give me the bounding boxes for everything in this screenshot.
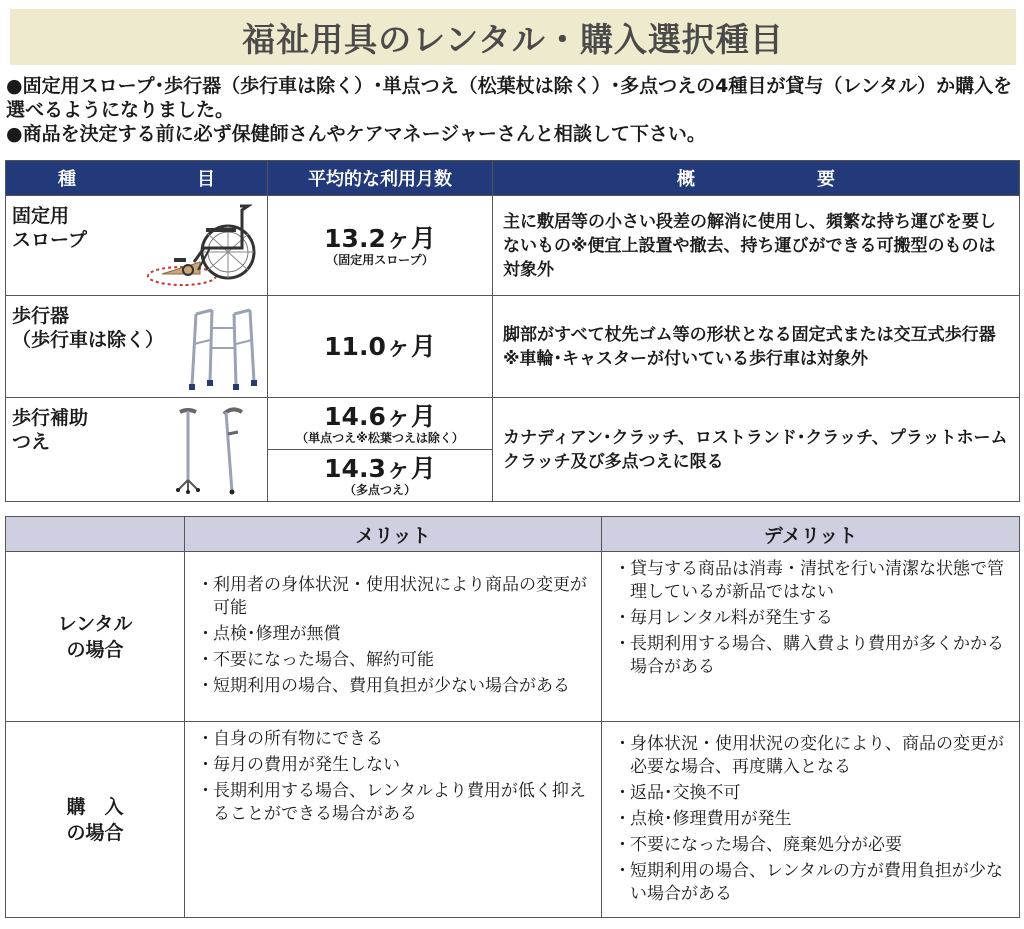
list-item: ・ 毎月レンタル料が発生する (614, 608, 833, 628)
item-row-ramp (6, 196, 1020, 296)
months-note: （単点つえ※松葉つえは除く） (296, 430, 464, 445)
item-name-cell (6, 196, 268, 296)
list-item: ・ 長期利用する場合、レンタルより費用が低く抑えることができる場合がある (197, 781, 586, 824)
list-item: ・ 短期利用の場合、費用負担が少ない場合がある (197, 676, 570, 696)
wheelchair-with-ramp-image (144, 200, 264, 292)
demerit-cell (602, 552, 1020, 722)
rental-row (6, 552, 1020, 722)
list-item: ・ 毎月の費用が発生しない (197, 755, 400, 775)
item-name-line: 固定用 (12, 205, 70, 227)
item-name-line: つえ (12, 431, 51, 453)
list-item: ・ 返品･交換不可 (614, 782, 741, 803)
list-item: ・ 長期利用する場合、購入費より費用が多くかかる場合がある (614, 634, 1004, 677)
compare-table (5, 516, 1020, 918)
months-value: 14.3ヶ月 (324, 453, 436, 483)
compare-header-row (6, 517, 1020, 552)
header-demerit: デメリット (602, 517, 1020, 552)
item-name-cell (6, 296, 268, 398)
list-item: ・ 点検･修理が無償 (197, 624, 341, 644)
items-header-row (6, 161, 1020, 196)
list-item: ・ 自身の所有物にできる (197, 729, 383, 749)
header-merit: メリット (185, 517, 602, 552)
note-text: ●商品を決定する前に必ず保健師さんやケアマネージャーさんと相談して下さい。 (6, 123, 706, 145)
compare-header-blank (6, 517, 185, 552)
months-value: 13.2ヶ月 (324, 223, 436, 253)
case-label: 購 入 の場合 (6, 722, 185, 918)
items-table (5, 160, 1020, 502)
walker-image (182, 304, 262, 394)
list-item: ・ 短期利用の場合、レンタルの方が費用負担が少ない場合がある (614, 860, 1003, 904)
note-text: ●固定用スロープ･歩行器（歩行車は除く）･単点つえ（松葉杖は除く）･多点つえの4種目が貸与（レンタル）か購入を選べるようになりました。 (6, 75, 1013, 121)
summary-cell: カナディアン･クラッチ、ロストランド･クラッチ、プラットホームクラッチ及び多点つえに限る (493, 398, 1020, 502)
months-cell (268, 450, 493, 502)
item-name-line: 歩行器 (12, 305, 70, 327)
list-item: ・ 不要になった場合、解約可能 (197, 650, 434, 670)
notes (6, 74, 1020, 146)
title-bar (10, 9, 1016, 65)
months-cell (268, 296, 493, 398)
page-title: 福祉用具のレンタル・購入選択種目 (242, 19, 784, 59)
item-name-cell (6, 398, 268, 502)
months-value: 11.0ヶ月 (324, 331, 436, 361)
summary-cell: 脚部がすべて杖先ゴム等の形状となる固定式または交互式歩行器※車輪･キャスターが付いている歩行車は対象外 (493, 296, 1020, 398)
months-value: 14.6ヶ月 (324, 401, 436, 431)
header-kind: 種 目 (6, 161, 268, 196)
list-item: ・ 利用者の身体状況・使用状況により商品の変更が可能 (197, 575, 587, 618)
note-1 (6, 74, 1020, 122)
merit-cell (185, 722, 602, 918)
header-summary: 概 要 (493, 161, 1020, 196)
header-months: 平均的な利用月数 (268, 161, 493, 196)
note-2 (6, 122, 1020, 146)
list-item: ・ 貸与する商品は消毒・清拭を行い清潔な状態で管理しているが新品ではない (614, 559, 1004, 602)
months-cell (268, 196, 493, 296)
months-note: （多点つえ） (343, 482, 416, 497)
list-item: ・ 点検･修理費用が発生 (614, 808, 792, 829)
months-note: （固定用スロープ） (326, 252, 434, 267)
demerit-cell (602, 722, 1020, 918)
months-cell (268, 398, 493, 450)
case-label: レンタル の場合 (6, 552, 185, 722)
item-name-line: （歩行車は除く） (12, 329, 165, 351)
list-item: ・ 身体状況・使用状況の変化により、商品の変更が必要な場合、再度購入となる (614, 733, 1004, 777)
item-name-line: スロープ (12, 229, 88, 251)
canes-image (172, 404, 252, 496)
item-row-walker (6, 296, 1020, 398)
summary-cell: 主に敷居等の小さい段差の解消に使用し、頻繁な持ち運びを要しないもの※便宜上設置や撤去、持ち運びができる可搬型のものは対象外 (493, 196, 1020, 296)
list-item: ・ 不要になった場合、廃棄処分が必要 (614, 834, 902, 855)
purchase-row (6, 722, 1020, 918)
item-name-line: 歩行補助 (12, 407, 89, 429)
merit-cell (185, 552, 602, 722)
item-row-cane (6, 398, 1020, 450)
